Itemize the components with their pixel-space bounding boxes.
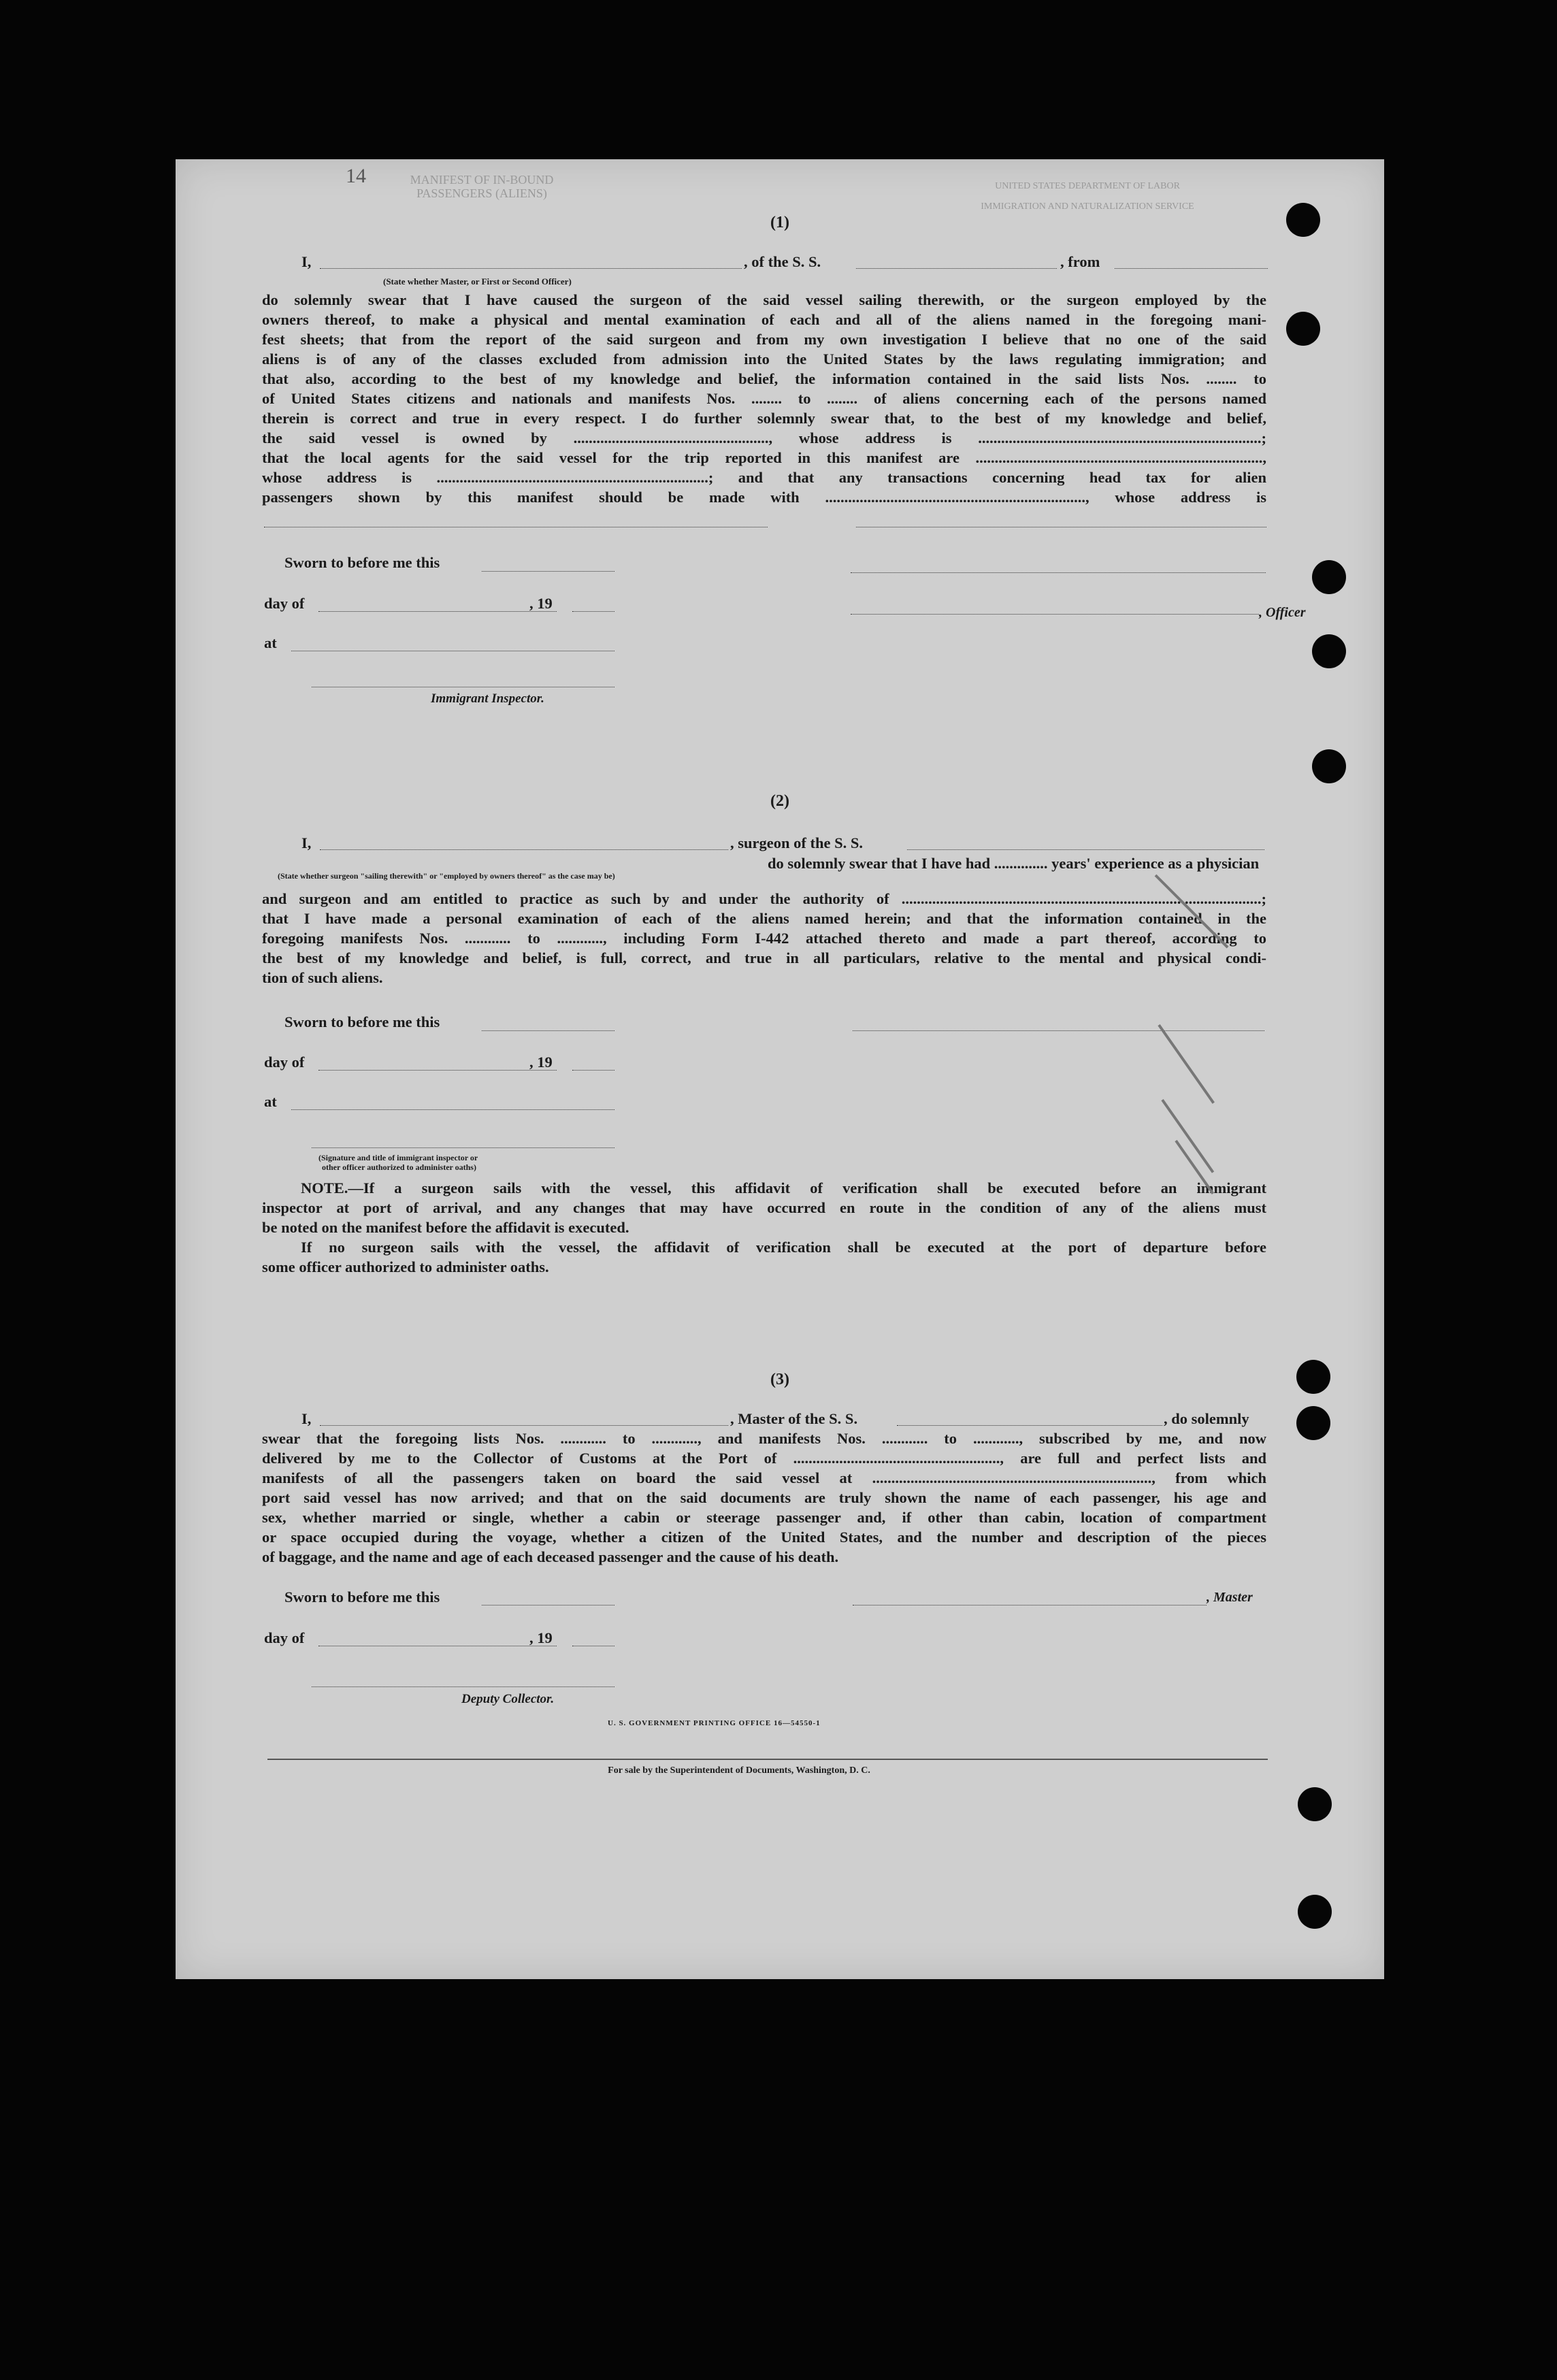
officer-caption: (State whether Master, or First or Second Officer): [383, 276, 572, 287]
binder-hole: [1312, 560, 1346, 594]
note-line: some officer authorized to administer oaths.: [262, 1258, 549, 1275]
collector-caption: Deputy Collector.: [461, 1692, 555, 1706]
manifest-page: [176, 159, 1384, 1979]
body-line: sex, whether married or single, whether a cabin or steerage passenger and, if other than cabin, location of compartment: [262, 1509, 1266, 1526]
surgeon-signature-line: [853, 1030, 1264, 1031]
officer-name-line: [320, 268, 742, 269]
master-caption: , Master: [1207, 1590, 1253, 1605]
body-line: owners thereof, to make a physical and mental examination of each and all of the aliens named in the foregoing mani-: [262, 311, 1266, 328]
sworn-line: [482, 571, 614, 572]
surgeon-of-ss-label: , surgeon of the S. S.: [730, 834, 864, 851]
officer-signature-line: [851, 572, 1266, 573]
body-line: or space occupied during the voyage, whether a citizen of the United States, and the number and description of the pieces: [262, 1529, 1266, 1546]
day-of-label: day of: [264, 1054, 305, 1071]
body-line: tion of such aliens.: [262, 969, 383, 986]
body-line: and surgeon and am entitled to practice as such by and under the authority of ..............................................................................................;: [262, 890, 1266, 907]
binder-hole: [1286, 203, 1320, 237]
faint-service: IMMIGRATION AND NATURALIZATION SERVICE: [981, 201, 1194, 212]
body-line: fest sheets; that from the report of the said surgeon and from my own investigation I believe that no one of the said: [262, 331, 1266, 348]
body-line: port said vessel has now arrived; and that on the said documents are truly shown the name of each passenger, his age and: [262, 1489, 1266, 1506]
binder-hole: [1312, 749, 1346, 783]
section-3-body: [262, 1429, 1266, 1567]
master-of-ss-label: , Master of the S. S.: [730, 1410, 858, 1427]
body-line: aliens is of any of the classes excluded from admission into the United States by the laws regulating immigration; and: [262, 351, 1266, 368]
binder-hole: [1296, 1360, 1330, 1394]
body-line: passengers shown by this manifest should be made with ...................................................................., whose address is: [262, 489, 1266, 506]
binder-hole: [1298, 1895, 1332, 1929]
year-label: , 19: [529, 1629, 553, 1646]
note-line: NOTE.—If a surgeon sails with the vessel, this affidavit of verification shall be executed before an immigrant: [301, 1179, 1266, 1196]
body-line: of baggage, and the name and age of each deceased passenger and the cause of his death.: [262, 1548, 839, 1565]
from-line: [1115, 268, 1268, 269]
check-mark: [1158, 1024, 1215, 1104]
check-mark: [1161, 1099, 1214, 1173]
master-name-line: [320, 1425, 728, 1426]
body-line: that I have made a personal examination of each of the aliens named herein; and that the information contained in the: [262, 910, 1266, 927]
officer-caption: , Officer: [1259, 605, 1306, 620]
day-of-label: day of: [264, 1629, 305, 1646]
at-label: at: [264, 634, 277, 651]
section-2-body: [262, 889, 1266, 988]
faint-header: MANIFEST OF IN-BOUND PASSENGERS (ALIENS): [410, 173, 554, 200]
of-ss-label: , of the S. S.: [744, 253, 821, 270]
body-line: that the local agents for the said vessel for the trip reported in this manifest are ...........................................................................,: [262, 449, 1266, 466]
surgeon-caption: (State whether surgeon "sailing therewith" or "employed by owners thereof" as the case may be): [278, 871, 615, 881]
body-line: therein is correct and true in every respect. I do further solemnly swear that, to the best of my knowledge and belief,: [262, 410, 1266, 427]
day-of-label: day of: [264, 595, 305, 612]
inspector-caption: Immigrant Inspector.: [431, 691, 544, 706]
body-line: whose address is .......................................................................; and that any transactions concerning head tax for alien: [262, 469, 1266, 486]
section-1-body: [262, 290, 1266, 507]
faint-signature: [854, 1629, 868, 1680]
footer-rule: [267, 1759, 1268, 1760]
from-label: , from: [1060, 253, 1100, 270]
footer-text: For sale by the Superintendent of Documents, Washington, D. C.: [608, 1765, 870, 1776]
master-vessel-line: [897, 1425, 1162, 1426]
officer-signature-line-2: [851, 614, 1259, 615]
day-line: [318, 1070, 557, 1071]
binder-hole: [1312, 634, 1346, 668]
note-line: be noted on the manifest before the affidavit is executed.: [262, 1219, 629, 1236]
surgeon-vessel-line: [907, 849, 1264, 850]
experience-line: do solemnly swear that I have had .............. years' experience as a physician: [768, 855, 1260, 872]
year-line: [572, 1070, 614, 1071]
binder-hole: [1296, 1406, 1330, 1440]
sworn-line: [482, 1030, 614, 1031]
note-line: inspector at port of arrival, and any changes that may have occurred en route in the condition of any of the aliens must: [262, 1199, 1266, 1216]
binder-hole: [1286, 312, 1320, 346]
do-solemnly-label: , do solemnly: [1164, 1410, 1249, 1427]
body-line: foregoing manifests Nos. ............ to ............, including Form I-442 attached thereto and made a part thereof, according to: [262, 930, 1266, 947]
oath-i: I,: [301, 1410, 312, 1427]
year-label: , 19: [529, 595, 553, 612]
body-line: delivered by me to the Collector of Customs at the Port of ......................................................, are full and perfect lists and: [262, 1450, 1266, 1467]
body-line: the best of my knowledge and belief, is full, correct, and true in all particulars, relative to the mental and physical condi-: [262, 949, 1266, 966]
collector-signature-line: [312, 1686, 614, 1687]
signature-caption: other officer authorized to administer oaths): [322, 1162, 476, 1172]
section-3-number: (3): [770, 1371, 789, 1388]
sworn-label: Sworn to before me this: [284, 554, 440, 571]
printing-office: U. S. GOVERNMENT PRINTING OFFICE 16—54550-1: [608, 1719, 821, 1727]
body-line: that also, according to the best of my knowledge and belief, the information contained in the said lists Nos. ........ to: [262, 370, 1266, 387]
at-line: [291, 1109, 614, 1110]
year-line: [572, 611, 614, 612]
note-block: [262, 1178, 1266, 1277]
body-line: swear that the foregoing lists Nos. ............ to ............, and manifests Nos. ............ to ............, subscribed by me, and now: [262, 1430, 1266, 1447]
surgeon-name-line: [320, 849, 728, 850]
body-line: manifests of all the passengers taken on board the said vessel at ........................................................................., from which: [262, 1469, 1266, 1486]
day-line: [318, 611, 557, 612]
faint-department: UNITED STATES DEPARTMENT OF LABOR: [995, 181, 1180, 191]
body-line: do solemnly swear that I have caused the surgeon of the said vessel sailing therewith, or the surgeon employed by the: [262, 291, 1266, 308]
at-label: at: [264, 1093, 277, 1110]
oath-i: I,: [301, 834, 312, 851]
signature-caption: (Signature and title of immigrant inspector or: [318, 1153, 478, 1162]
oath-i: I,: [301, 253, 312, 270]
section-1-number: (1): [770, 214, 789, 231]
sworn-label: Sworn to before me this: [284, 1588, 440, 1605]
body-line: the said vessel is owned by ..................................................., whose address is ..........................................................................;: [262, 429, 1266, 446]
binder-hole: [1298, 1787, 1332, 1821]
note-line: If no surgeon sails with the vessel, the affidavit of verification shall be executed at the port of departure before: [301, 1239, 1266, 1256]
body-line: of United States citizens and nationals and manifests Nos. ........ to ........ of aliens concerning each of the persons named: [262, 390, 1266, 407]
sworn-label: Sworn to before me this: [284, 1013, 440, 1030]
inspector-signature-line: [312, 1147, 614, 1148]
page-number: 14: [346, 165, 366, 187]
section-2-number: (2): [770, 792, 789, 810]
vessel-line: [856, 268, 1057, 269]
year-label: , 19: [529, 1054, 553, 1071]
